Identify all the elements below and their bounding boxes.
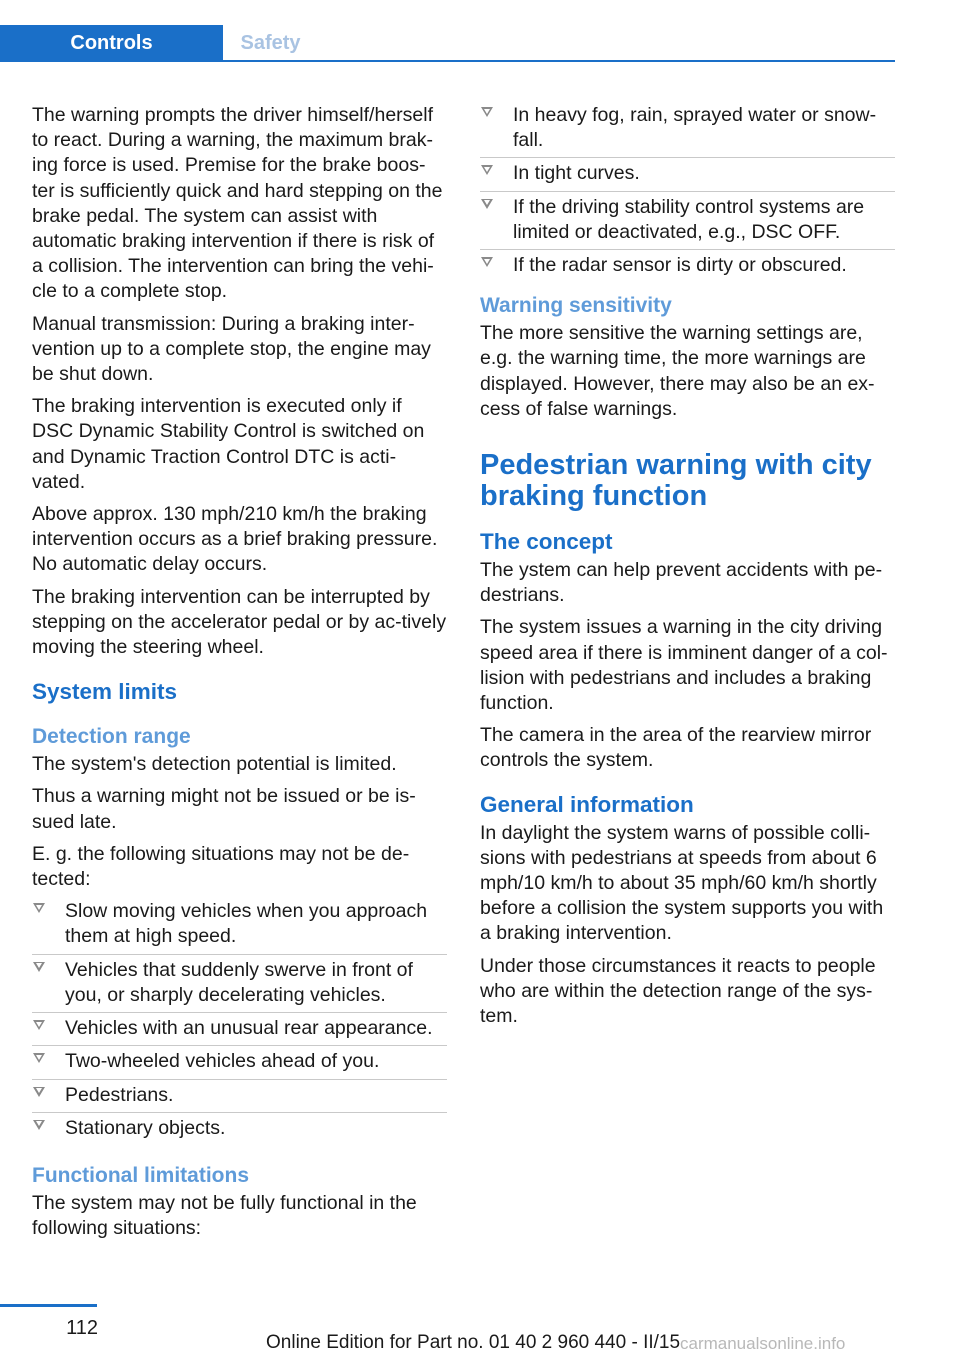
system-limits-heading: System limits <box>32 679 178 705</box>
list-item <box>480 250 895 282</box>
functional-limitations-paragraph: The system may not be fully functional in the following situations: <box>32 1191 417 1240</box>
footer-rule <box>0 1304 97 1307</box>
warning-sensitivity-paragraph: The more sensitive the warning settings are, e.g. the warning time, the more warnings are displayed. However, there may also be an ex‐cess of false warnings. <box>480 322 875 420</box>
chapter-tab-bar <box>0 25 895 62</box>
section-title: Pedestrian warning with city braking function <box>480 449 872 513</box>
tab-controls[interactable]: Controls <box>0 25 223 62</box>
detection-range-heading: Detection range <box>32 725 191 749</box>
list-item-text: If the radar sensor is dirty or obscured. <box>513 254 847 277</box>
list-item <box>32 1013 447 1046</box>
list-item-text: If the driving stability control systems are limited or deactivated, e.g., DSC OFF. <box>513 195 865 243</box>
functional-limitations-heading: Functional limitations <box>32 1163 250 1187</box>
triangle-bullet-icon <box>481 199 493 209</box>
intro-paragraph: Manual transmission: During a braking inter‐vention up to a complete stop, the engine may be shut down. <box>32 312 431 386</box>
page-number: 112 <box>66 1317 98 1339</box>
triangle-bullet-icon <box>33 962 45 972</box>
triangle-bullet-icon <box>33 903 45 913</box>
tab-safety[interactable]: Safety <box>240 32 301 54</box>
triangle-bullet-icon <box>33 1053 45 1063</box>
list-item <box>480 192 895 250</box>
concept-paragraph: The ystem can help prevent accidents with pe‐destrians. <box>480 559 883 607</box>
warning-sensitivity-heading: Warning sensitivity <box>480 294 672 318</box>
triangle-bullet-icon <box>33 1087 45 1097</box>
list-item <box>480 158 895 191</box>
undetected-situations-list <box>32 899 447 1145</box>
intro-paragraph: The braking intervention can be interrupted by stepping on the accelerator pedal or by ac‐tively moving the steering wheel. <box>32 585 447 659</box>
general-information-heading: General information <box>480 791 694 817</box>
triangle-bullet-icon <box>481 165 493 175</box>
intro-paragraph: The warning prompts the driver himself/herself to react. During a warning, the maximum brak‐ing force is used. Premise for the brake boos‐ter is sufficiently quick and hard stepping on the brake pedal. The system can assist with automatic braking intervention if there is risk of a collision. The intervention can bring the vehi‐cle to a complete stop. <box>32 104 443 303</box>
list-item <box>480 103 895 158</box>
concept-paragraph: The system issues a warning in the city driving speed area if there is imminent danger of a col‐lision with pedestrians and includes a braking function. <box>480 616 888 715</box>
list-item-text: Vehicles with an unusual rear appearance. <box>65 1017 433 1040</box>
concept-paragraph: The camera in the area of the rearview mirror controls the system. <box>480 724 872 772</box>
list-item <box>32 899 447 954</box>
intro-paragraph: Above approx. 130 mph/210 km/h the braking intervention occurs as a brief braking pressure. No automatic delay occurs. <box>32 503 438 576</box>
general-information-paragraph: Under those circumstances it reacts to people who are within the detection range of the sys‐tem. <box>480 954 876 1028</box>
general-information-paragraph: In daylight the system warns of possible colli‐sions with pedestrians at speeds from about 6 mph/10 km/h to about 35 mph/60 km/h shortly before a collision the system supports you with a braking intervention. <box>480 821 884 945</box>
functional-limitations-list <box>480 103 895 282</box>
triangle-bullet-icon <box>33 1120 45 1130</box>
list-item-text: Stationary objects. <box>65 1116 226 1139</box>
detection-range-paragraph: Thus a warning might not be issued or be is‐sued late. <box>32 785 416 833</box>
list-item <box>32 1080 447 1113</box>
triangle-bullet-icon <box>33 1020 45 1030</box>
concept-heading: The concept <box>480 529 613 555</box>
list-item-text: In tight curves. <box>513 162 640 185</box>
list-item-text: Vehicles that suddenly swerve in front of you, or sharply decelerating vehicles. <box>65 958 413 1006</box>
list-item-text: Pedestrians. <box>65 1083 174 1106</box>
list-item <box>32 1046 447 1079</box>
right-column <box>480 103 895 1036</box>
detection-range-paragraph: The system's detection potential is limited. <box>32 753 397 776</box>
triangle-bullet-icon <box>481 257 493 267</box>
list-item-text: Two-wheeled vehicles ahead of you. <box>65 1050 380 1073</box>
watermark: carmanualsonline.info <box>680 1334 846 1353</box>
list-item-text: In heavy fog, rain, sprayed water or snow‐fall. <box>513 104 877 152</box>
list-item <box>32 955 447 1013</box>
left-column <box>32 103 447 1248</box>
intro-paragraph: The braking intervention is executed only if DSC Dynamic Stability Control is switched on and Dynamic Traction Control DTC is acti‐vated. <box>32 395 425 493</box>
triangle-bullet-icon <box>481 107 493 117</box>
list-item-text: Slow moving vehicles when you approach them at high speed. <box>65 900 428 948</box>
list-item <box>32 1113 447 1145</box>
detection-range-paragraph: E. g. the following situations may not be de‐tected: <box>32 842 410 891</box>
edition-note: Online Edition for Part no. 01 40 2 960 440 - II/15 <box>266 1332 681 1353</box>
